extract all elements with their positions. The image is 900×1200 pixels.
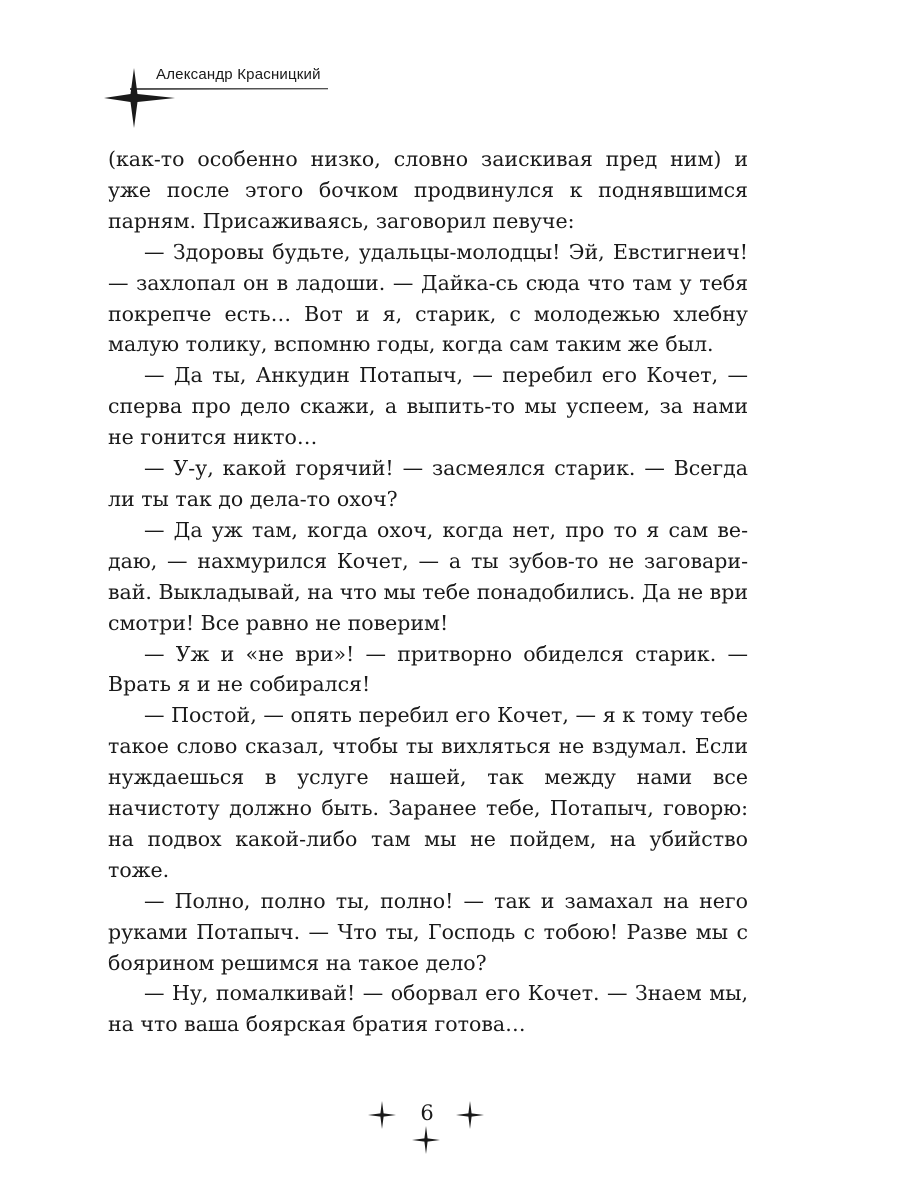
sparkle-star-icon [455, 1100, 485, 1130]
paragraph: — Здоровы будьте, удальцы-молодцы! Эй, Евстигнеич! — захлопал он в ладоши. — Дайка-сь сюда что там у тебя покрепче есть… Вот и я, старик, с молодежью хлебну малую толику, вспомню годы, когда сам таким же был. [108, 239, 748, 357]
author-name: Александр Красницкий [156, 66, 321, 83]
paragraph: — Уж и «не ври»! — притворно обиделся старик. — Врать я и не собирался! [108, 641, 748, 697]
paragraph: — Да ты, Анкудин Потапыч, — перебил его Кочет, — сперва про дело скажи, а выпить-то мы успеем, за нами не гонится никто… [108, 363, 748, 450]
page-text [108, 144, 748, 1040]
sparkle-star-icon [411, 1125, 441, 1155]
page-footer [0, 1080, 900, 1170]
paragraph: — Да уж там, когда охоч, когда нет, про то я сам ведаю, — нахмурился Кочет, — а ты зубов-то не заговаривай. Выкладывай, на что мы тебе понадобились. Да не ври смотри! Все равно не поверим! [108, 517, 748, 635]
sparkle-star-icon [367, 1100, 397, 1130]
paragraph: — Постой, — опять перебил его Кочет, — я к тому тебе такое слово сказал, чтобы ты вихляться не вздумал. Если нуждаешься в услуге нашей, так между нами все начистоту должно быть. Заранее тебе, Потапыч, говорю: на подвох какой-либо там мы не пойдем, на убийство тоже. [108, 703, 748, 882]
header-rule [130, 88, 328, 90]
page-number: 6 [420, 1101, 434, 1125]
paragraph: — Ну, помалкивай! — оборвал его Кочет. — Знаем мы, на что ваша боярская братия готова… [108, 981, 748, 1037]
paragraph: (как-то особенно низко, словно заискивая пред ним) и уже после этого бочком продвинулся к поднявшимся парням. Присаживаясь, заговорил певуче: [108, 147, 748, 233]
paragraph: — У-у, какой горячий! — засмеялся старик. — Всегда ли ты так до дела-то охоч? [108, 456, 748, 511]
running-header [0, 0, 900, 140]
paragraph: — Полно, полно ты, полно! — так и замахал на него руками Потапыч. — Что ты, Господь с тобою! Разве мы с боярином решимся на такое дело? [108, 888, 748, 975]
